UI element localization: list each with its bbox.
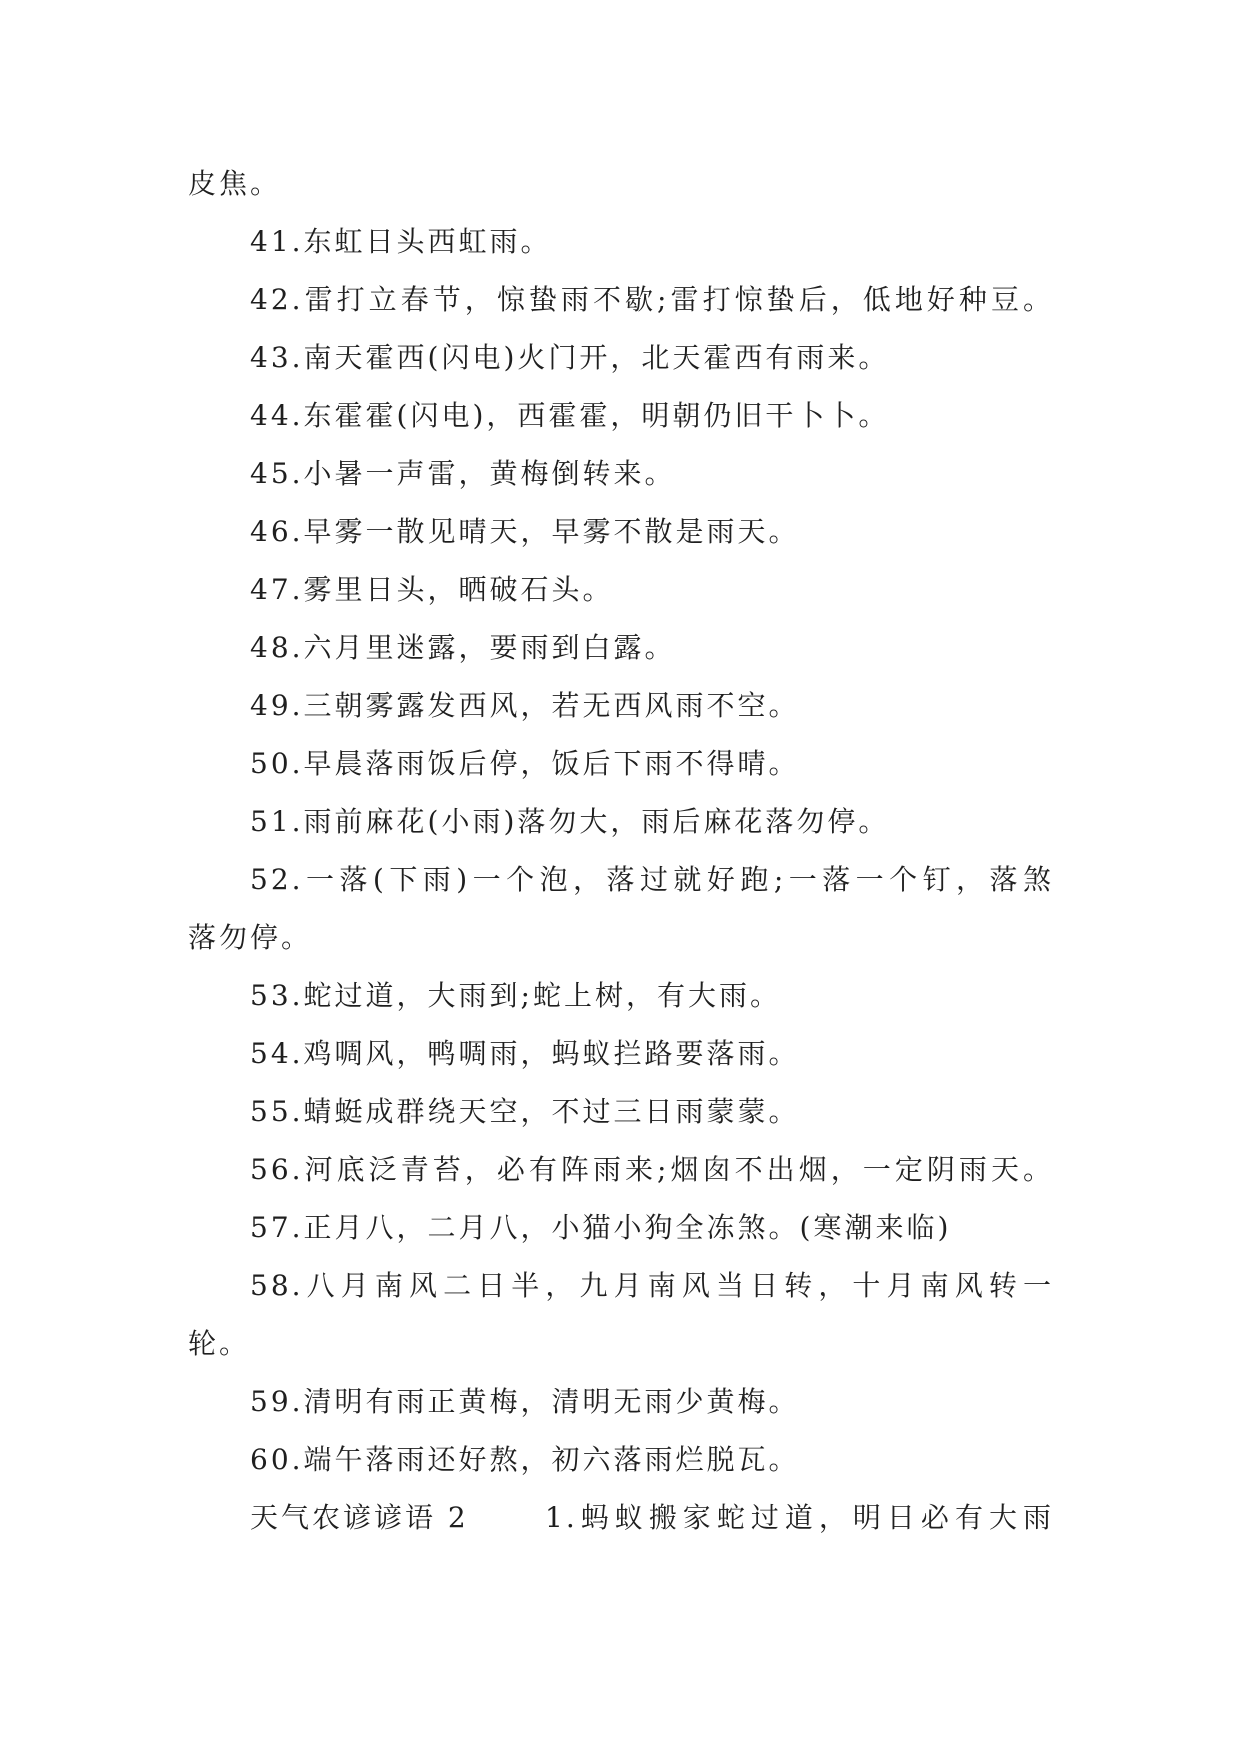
proverb-42 [188, 271, 1054, 329]
proverb-number: 54. [250, 1037, 304, 1070]
proverb-number: 53. [250, 979, 304, 1012]
section-first-item [545, 1489, 1054, 1547]
proverb-52-continuation [188, 909, 1054, 967]
proverb-number: 55. [250, 1095, 304, 1128]
proverb-number: 59. [250, 1385, 304, 1418]
proverb-45 [188, 445, 1054, 503]
proverb-53 [188, 967, 1054, 1025]
proverb-57 [188, 1199, 1054, 1257]
proverb-number: 44. [250, 399, 304, 432]
proverb-text: 雾里日头，晒破石头。 [303, 573, 614, 606]
proverb-50 [188, 735, 1054, 793]
proverb-56 [188, 1141, 1054, 1199]
proverb-number: 1. [545, 1501, 578, 1534]
proverb-text: 蜻蜓成群绕天空，不过三日雨蒙蒙。 [303, 1095, 800, 1128]
proverb-number: 48. [250, 631, 304, 664]
proverb-text: 早雾一散见晴天，早雾不散是雨天。 [303, 515, 800, 548]
proverb-text: 六月里迷露，要雨到白露。 [303, 631, 676, 664]
proverb-46 [188, 503, 1054, 561]
proverb-58 [188, 1257, 1054, 1315]
proverb-text: 小暑一声雷，黄梅倒转来。 [303, 457, 676, 490]
proverb-58-continuation [188, 1315, 1054, 1373]
proverb-text: 清明有雨正黄梅，清明无雨少黄梅。 [303, 1385, 800, 1418]
proverb-number: 45. [250, 457, 304, 490]
proverb-number: 41. [250, 225, 304, 258]
proverb-41 [188, 213, 1054, 271]
proverb-text: 蛇过道，大雨到;蛇上树，有大雨。 [303, 979, 781, 1012]
proverb-text: 鸡啁风，鸭啁雨，蚂蚁拦路要落雨。 [303, 1037, 800, 1070]
proverb-44 [188, 387, 1054, 445]
proverb-number: 57. [250, 1211, 304, 1244]
proverb-text: 八月南风二日半，九月南风当日转，十月南风转一 [303, 1269, 1054, 1302]
proverb-60 [188, 1431, 1054, 1489]
proverb-text: 早晨落雨饭后停，饭后下雨不得晴。 [303, 747, 800, 780]
proverb-48 [188, 619, 1054, 677]
proverb-number: 56. [250, 1153, 304, 1186]
proverb-49 [188, 677, 1054, 735]
continuation-line [188, 155, 1054, 213]
proverb-number: 50. [250, 747, 304, 780]
next-section-line [188, 1489, 1054, 1547]
proverb-text: 东虹日头西虹雨。 [303, 225, 552, 258]
proverb-54 [188, 1025, 1054, 1083]
proverb-text: 轮。 [188, 1327, 251, 1360]
proverb-43 [188, 329, 1054, 387]
proverb-text: 正月八，二月八，小猫小狗全冻煞。(寒潮来临) [303, 1211, 952, 1244]
proverb-text: 河底泛青苔，必有阵雨来;烟囱不出烟，一定阴雨天。 [303, 1153, 1054, 1186]
proverb-number: 47. [250, 573, 304, 606]
proverb-text: 落勿停。 [188, 921, 313, 954]
proverb-text: 蚂蚁搬家蛇过道，明日必有大雨 [577, 1501, 1054, 1534]
proverb-text: 一落(下雨)一个泡，落过就好跑;一落一个钉，落煞 [303, 863, 1054, 896]
proverb-number: 42. [250, 283, 304, 316]
proverb-text: 三朝雾露发西风，若无西风雨不空。 [303, 689, 800, 722]
proverb-text: 南天霍西(闪电)火门开，北天霍西有雨来。 [303, 341, 890, 374]
proverb-number: 52. [250, 863, 304, 896]
proverb-51 [188, 793, 1054, 851]
proverb-text: 端午落雨还好熬，初六落雨烂脱瓦。 [303, 1443, 800, 1476]
proverb-number: 46. [250, 515, 304, 548]
proverb-number: 49. [250, 689, 304, 722]
proverb-number: 60. [250, 1443, 304, 1476]
proverb-55 [188, 1083, 1054, 1141]
proverb-59 [188, 1373, 1054, 1431]
continuation-text: 皮焦。 [188, 167, 282, 200]
section-title: 天气农谚谚语 2 [250, 1501, 469, 1534]
proverb-number: 58. [250, 1269, 304, 1302]
proverb-number: 51. [250, 805, 304, 838]
proverb-text: 雨前麻花(小雨)落勿大，雨后麻花落勿停。 [303, 805, 890, 838]
proverb-text: 东霍霍(闪电)，西霍霍，明朝仍旧干卜卜。 [303, 399, 890, 432]
proverb-number: 43. [250, 341, 304, 374]
proverb-47 [188, 561, 1054, 619]
proverb-52 [188, 851, 1054, 909]
proverb-text: 雷打立春节，惊蛰雨不歇;雷打惊蛰后，低地好种豆。 [303, 283, 1054, 316]
document-body [188, 155, 1054, 1547]
